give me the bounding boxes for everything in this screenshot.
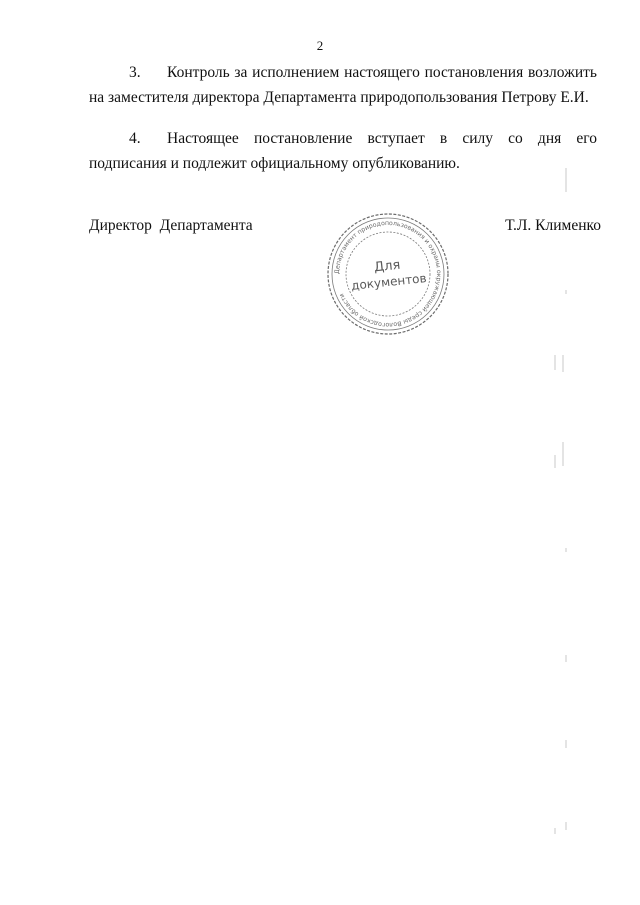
official-stamp bbox=[324, 210, 452, 338]
stamp-center-line-1: Для bbox=[373, 257, 402, 276]
clause-3-number: 3. bbox=[129, 64, 141, 81]
signatory-title: Директор Департамента bbox=[89, 217, 253, 234]
signatory-name: Т.Л. Клименко bbox=[505, 217, 601, 234]
clause-4-text: Настоящее постановление вступает в силу со дня его подписания и подлежит официальному опубликованию. bbox=[89, 130, 597, 172]
page-number: 2 bbox=[316, 38, 324, 53]
stamp-seal-icon bbox=[324, 210, 452, 338]
clause-4 bbox=[89, 126, 597, 176]
clause-4-number: 4. bbox=[129, 130, 141, 147]
stamp-center-line-2: документов bbox=[350, 271, 428, 293]
stamp-ring-text: Департамент природопользования и охраны окружающей среды Вологодской области bbox=[333, 219, 443, 329]
clause-3 bbox=[89, 60, 597, 110]
clause-3-text: Контроль за исполнением настоящего постановления возложить на заместителя директора Департамента природопользования Петрову Е.И. bbox=[89, 64, 597, 106]
